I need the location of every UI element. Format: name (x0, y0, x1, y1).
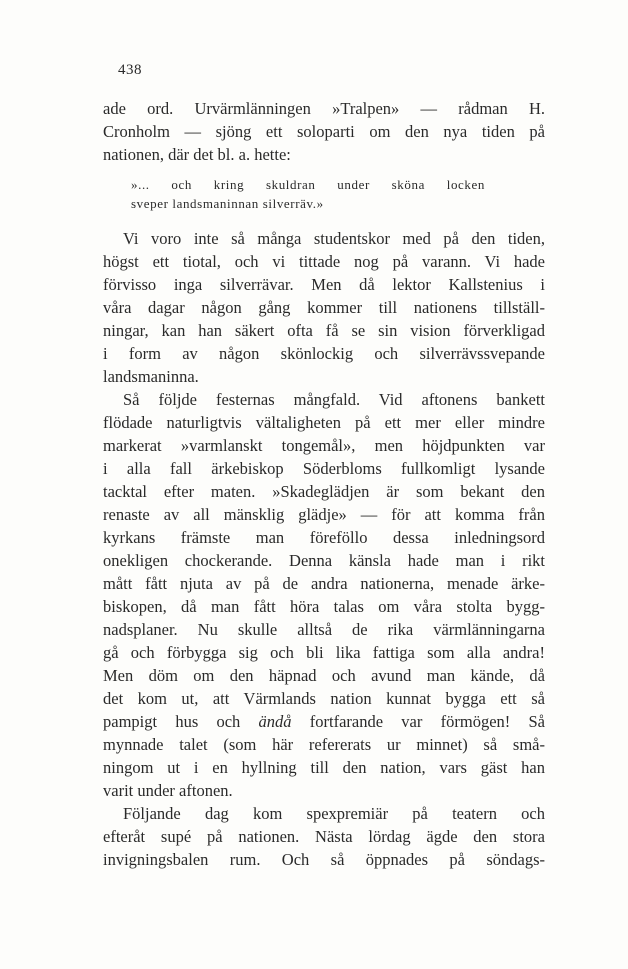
text-line: invigningsbalen rum. Och så öppnades på söndags- (103, 850, 545, 869)
text-line: landsmaninna. (103, 367, 199, 386)
text-line: Men döm om den häpnad och avund man kände, då (103, 666, 545, 685)
emphasized-word: ändå (258, 712, 292, 731)
text-line: mynnade talet (som här refererats ur minnet) så små- (103, 735, 545, 754)
text-line: tacktal efter maten. »Skadeglädjen är som bekant den (103, 482, 545, 501)
text-line: Vi voro inte så många studentskor med på den tiden, (123, 229, 545, 248)
text-line: nadsplaner. Nu skulle alltså de rika värmlänningarna (103, 620, 545, 639)
text-line: kyrkans främste man föreföllo dessa inledningsord (103, 528, 545, 547)
text-line: efteråt supé på nationen. Nästa lördag ägde den stora (103, 827, 545, 846)
text-line: högst ett tiotal, och vi tittade nog på varann. Vi hade (103, 252, 545, 271)
page-number: 438 (118, 62, 142, 78)
text-line: markerat »varmlanskt tongemål», men höjdpunkten var (103, 436, 545, 455)
text-line: onekligen chockerande. Denna känsla hade man i rikt (103, 551, 545, 570)
text-line: biskopen, då man fått höra talas om våra stolta bygg- (103, 597, 545, 616)
text-line: mått fått njuta av på de andra nationerna, menade ärke- (103, 574, 545, 593)
intro-paragraph (103, 97, 545, 166)
text-line: förvisso inga silverrävar. Men då lektor Kallstenius i (103, 275, 545, 294)
text-line: Så följde festernas mångfald. Vid aftonens bankett (123, 390, 545, 409)
text-line: flödade naturligtvis vältaligheten på ett mer eller mindre (103, 413, 545, 432)
quote-line: sveper landsmaninnan silverräv.» (131, 196, 324, 211)
text-line: ningom ut i en hyllning till den nation, vars gäst han (103, 758, 545, 777)
text-line: Cronholm — sjöng ett soloparti om den nya tiden på (103, 122, 545, 141)
text-line: renaste av all mänsklig glädje» — för att komma från (103, 505, 545, 524)
text-line: nationen, där det bl. a. hette: (103, 145, 291, 164)
text-line: det kom ut, att Värmlands nation kunnat bygga ett så (103, 689, 545, 708)
text-line: i form av någon skönlockig och silverrävssvepande (103, 344, 545, 363)
text-line: i alla fall ärkebiskop Söderbloms fullkomligt lysande (103, 459, 545, 478)
song-quote (131, 175, 485, 213)
text-line: gå och förbygga sig och bli lika fattiga som alla andra! (103, 643, 545, 662)
text-line: våra dagar någon gång kommer till nationens tillställ- (103, 298, 545, 317)
quote-line: »... och kring skuldran under sköna locken (131, 177, 485, 192)
text-line: ade ord. Urvärmlänningen »Tralpen» — rådman H. (103, 99, 545, 118)
text-line: pampigt hus och ändå fortfarande var förmögen! Så (103, 712, 545, 731)
body-text (103, 227, 545, 871)
text-line: ningar, kan han säkert ofta få se sin vision förverkligad (103, 321, 545, 340)
text-line: Följande dag kom spexpremiär på teatern och (123, 804, 545, 823)
text-line: varit under aftonen. (103, 781, 233, 800)
